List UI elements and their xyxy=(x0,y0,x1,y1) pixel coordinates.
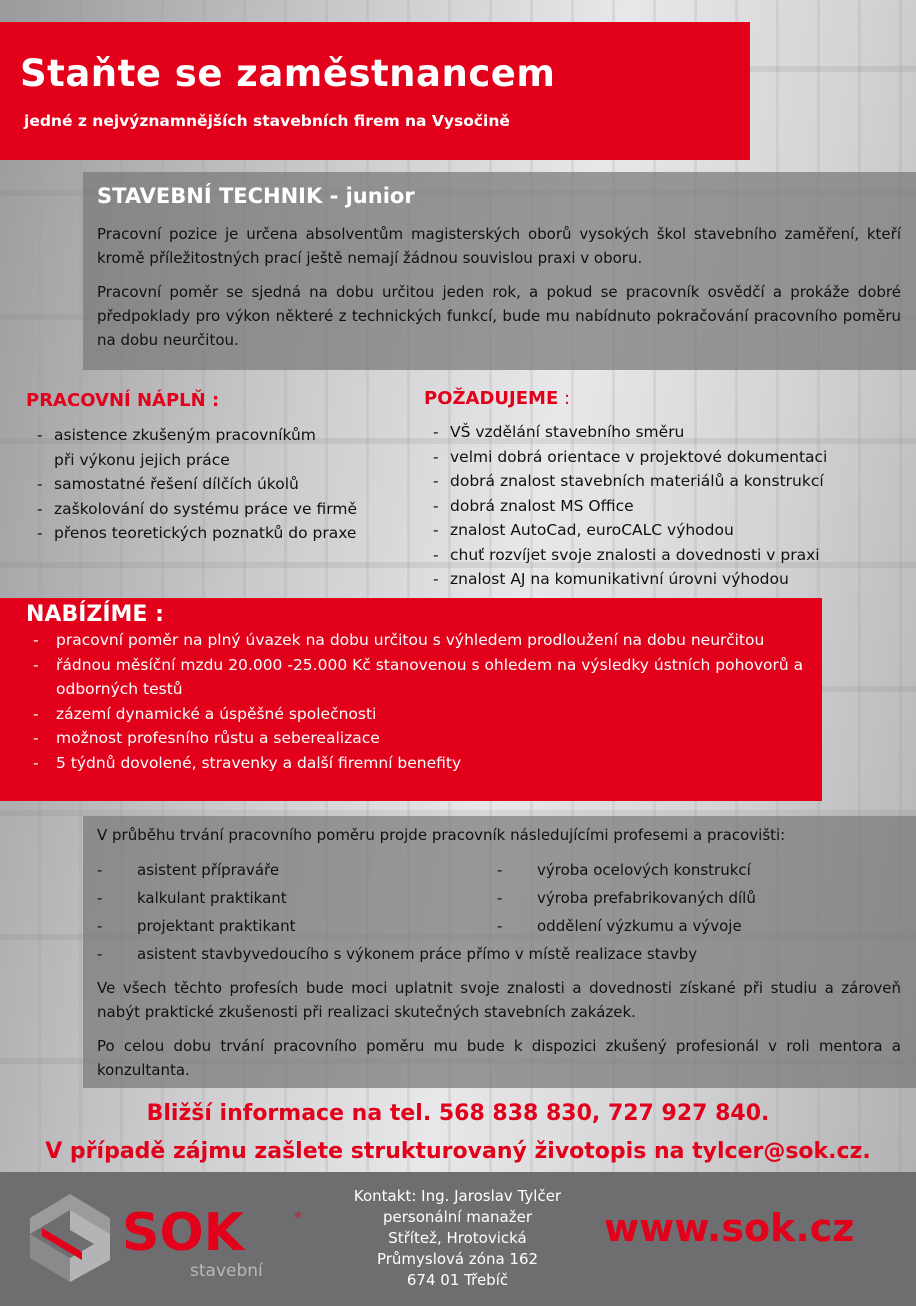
list-item xyxy=(430,567,827,592)
offer-list xyxy=(30,628,820,775)
list-item xyxy=(34,521,357,546)
duty-text: samostatné řešení dílčích úkolů xyxy=(54,475,299,493)
list-item xyxy=(430,469,827,494)
career-item-text: výroba prefabrikovaných dílů xyxy=(537,889,756,907)
requirement-text: chuť rozvíjet svoje znalosti a dovednosti v praxi xyxy=(450,545,820,564)
list-item xyxy=(30,702,820,727)
career-item-text: asistent přípraváře xyxy=(137,861,280,879)
company-logo xyxy=(24,1184,304,1294)
contact-line: Průmyslová zóna 162 xyxy=(376,1250,539,1268)
requirement-text: znalost AutoCad, euroCALC výhodou xyxy=(450,521,734,539)
offer-text: řádnou měsíční mzdu 20.000 -25.000 Kč stanovenou s ohledem na výsledky ústních pohovorů a odborných testů xyxy=(56,655,804,698)
contact-line: personální manažer xyxy=(383,1208,532,1226)
requirements-list xyxy=(430,420,827,592)
list-item xyxy=(30,751,820,776)
career-intro: V průběhu trvání pracovního poměru projde pracovník následujícími profesemi a pracovišti: xyxy=(97,826,786,844)
position-panel xyxy=(83,172,916,370)
logo-subtext: stavební xyxy=(190,1261,263,1281)
career-item-text: oddělení výzkumu a vývoje xyxy=(537,917,742,935)
footer xyxy=(0,1172,916,1306)
requirement-text: dobrá znalost stavebních materiálů a konstrukcí xyxy=(450,472,824,490)
duty-text: při výkonu jejich práce xyxy=(54,450,230,469)
offer-panel xyxy=(0,598,822,801)
list-item xyxy=(34,423,357,448)
requirements-heading xyxy=(424,388,570,409)
position-description-2: Pracovní poměr se sjedná na dobu určitou jeden rok, a pokud se pracovník osvědčí a prokáže dobré předpoklady pro výkon některé z technických funkcí, bude mu nabídnuto pokračování pracovního poměru na dobu neurčitou. xyxy=(97,283,901,349)
contact-line: Kontakt: Ing. Jaroslav Tylčer xyxy=(353,1187,562,1205)
banner-subtitle: jedné z nejvýznamnějších stavebních firem na Vysočině xyxy=(24,112,510,130)
duty-text: asistence zkušeným pracovníkům xyxy=(54,426,316,444)
offer-text: možnost profesního růstu a seberealizace xyxy=(56,729,380,747)
position-title: STAVEBNÍ TECHNIK - junior xyxy=(97,184,415,208)
sok-logo-icon xyxy=(24,1184,304,1294)
career-item-text: asistent stavbyvedoucího s výkonem práce přímo v místě realizace stavby xyxy=(137,945,698,963)
header-banner xyxy=(0,22,750,160)
phone-info: Bližší informace na tel. 568 838 830, 727 927 840. xyxy=(146,1101,770,1126)
duties-list xyxy=(34,423,357,546)
requirement-text: velmi dobrá orientace v projektové dokumentaci xyxy=(450,447,828,466)
duties-heading: PRACOVNÍ NÁPLŇ : xyxy=(26,390,220,411)
list-item xyxy=(34,472,357,497)
contact-line: Střítež, Hrotovická xyxy=(388,1229,527,1247)
career-item-text: kalkulant praktikant xyxy=(137,889,287,907)
list-item xyxy=(30,628,820,653)
requirements-heading-text: POŽADUJEME xyxy=(424,388,559,409)
list-item xyxy=(34,497,357,522)
logo-wordmark: SOK xyxy=(122,1203,244,1263)
career-paragraph-2: Po celou dobu trvání pracovního poměru mu bude k dispozici zkušený profesionál v roli mentora a konzultanta. xyxy=(97,1037,901,1079)
svg-text:®: ® xyxy=(294,1211,302,1220)
contact-block xyxy=(325,1186,590,1291)
offer-text: zázemí dynamické a úspěšné společnosti xyxy=(56,704,377,723)
career-item-text: projektant praktikant xyxy=(137,917,296,935)
career-item-text: výroba ocelových konstrukcí xyxy=(537,861,751,879)
list-item xyxy=(34,448,357,473)
duty-text: zaškolování do systému práce ve firmě xyxy=(54,499,357,518)
email-info: V případě zájmu zašlete strukturovaný životopis na tylcer@sok.cz. xyxy=(45,1139,871,1164)
website-link[interactable]: www.sok.cz xyxy=(604,1206,855,1250)
requirement-text: znalost AJ na komunikativní úrovni výhodou xyxy=(450,570,789,588)
list-item xyxy=(430,518,827,543)
contact-line: 674 01 Třebíč xyxy=(406,1271,509,1289)
offer-text: 5 týdnů dovolené, stravenky a další firemní benefity xyxy=(56,753,462,772)
requirement-text: dobrá znalost MS Office xyxy=(450,496,634,515)
list-item xyxy=(430,420,827,445)
banner-title: Staňte se zaměstnancem xyxy=(20,52,556,95)
list-item xyxy=(30,726,820,751)
list-item xyxy=(430,445,827,470)
offer-text: pracovní poměr na plný úvazek na dobu určitou s výhledem prodloužení na dobu neurčitou xyxy=(56,631,765,649)
position-description-1: Pracovní pozice je určena absolventům magisterských oborů vysokých škol stavebního zaměření, kteří kromě příležitostných prací ještě nemají žádnou souvislou praxi v oboru. xyxy=(97,225,901,267)
career-paragraph-1: Ve všech těchto profesích bude moci uplatnit svoje znalosti a dovednosti získané při studiu a zároveň nabýt praktické zkušenosti při realizaci skutečných stavebních zakázek. xyxy=(97,979,901,1021)
list-item xyxy=(430,543,827,568)
list-item xyxy=(30,653,820,702)
requirement-text: VŠ vzdělání stavebního směru xyxy=(450,423,685,441)
duty-text: přenos teoretických poznatků do praxe xyxy=(54,524,357,542)
career-panel: V průběhu trvání pracovního poměru projde pracovník následujícími profesemi a pracovišti: - asistent přípraváře - kalkulant praktikant - projektant praktikant - výroba ocelových konstrukcí - výroba prefabrikovaných dílů - oddělení výzkumu a vývoje - asistent stavbyvedoucího s výkonem práce přímo v místě realizace stavby Ve všech těchto profesích bude moci uplatnit svoje znalosti a dovednosti získané při studiu a zároveň nabýt praktické zkušenosti při realizaci skutečných stavebních zakázek. Po celou dobu trvání pracovního poměru mu bude k dispozici zkušený profesionál v roli mentora a konzultanta. xyxy=(83,816,916,1088)
requirements-heading-suffix: : xyxy=(558,388,571,409)
list-item xyxy=(430,494,827,519)
offer-heading: NABÍZÍME : xyxy=(26,602,164,627)
